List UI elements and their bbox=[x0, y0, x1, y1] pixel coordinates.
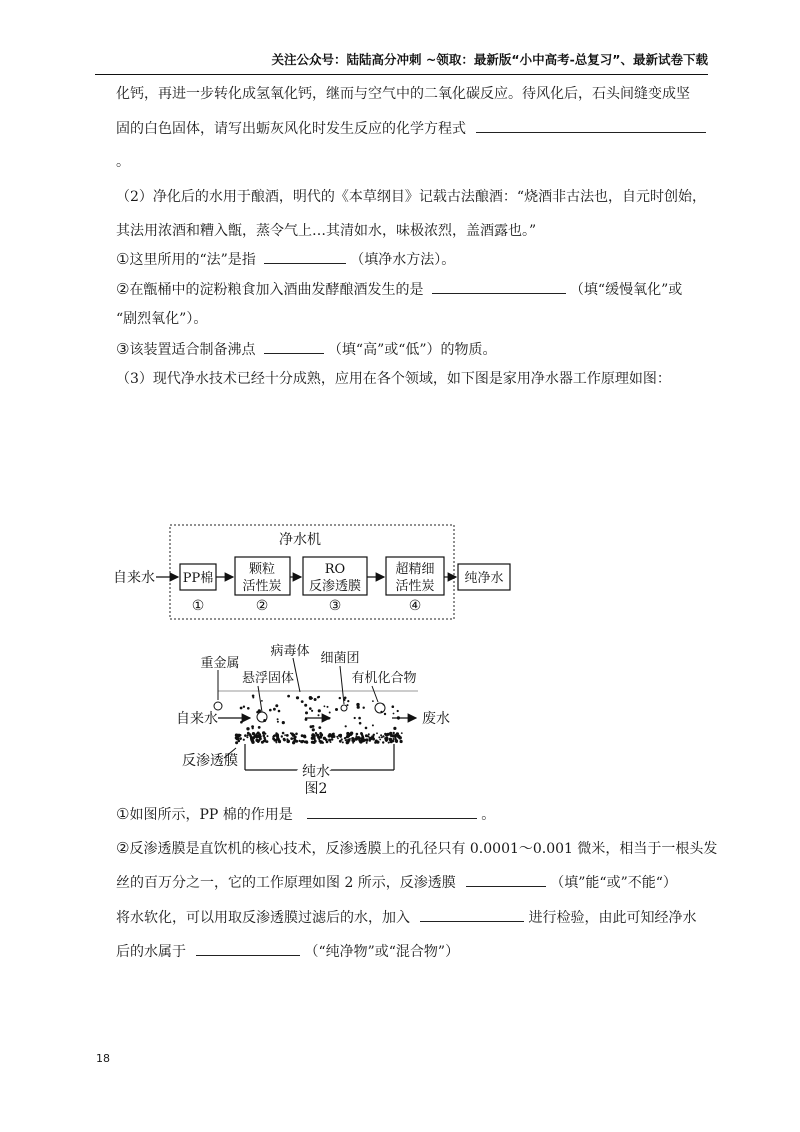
question-text: 丝的百万分之一，它的工作原理如图 2 所示，反渗透膜 bbox=[116, 875, 456, 891]
question-2-line: 其法用浓酒和糟入甑，蒸令气上…其清如水，味极浓烈，盖酒露也。” bbox=[116, 223, 537, 239]
membrane-grain bbox=[378, 736, 380, 738]
membrane-grain bbox=[366, 742, 368, 744]
membrane-grain bbox=[281, 735, 283, 737]
purifier-flow-diagram bbox=[113, 525, 510, 619]
membrane-grain bbox=[390, 740, 393, 743]
particle-dot bbox=[240, 721, 243, 724]
membrane-grain bbox=[365, 738, 368, 741]
membrane-grain bbox=[293, 737, 295, 739]
membrane-grain bbox=[331, 738, 334, 741]
membrane-grain bbox=[398, 737, 400, 739]
membrane-grain bbox=[306, 741, 309, 744]
particle-dot bbox=[357, 706, 360, 709]
pp-cotton-function-blank[interactable] bbox=[307, 804, 477, 819]
particle-dot bbox=[309, 696, 312, 699]
machine-label: 净水机 bbox=[279, 532, 321, 548]
pointer-line bbox=[258, 686, 262, 712]
membrane-grain bbox=[356, 733, 359, 736]
membrane-grain bbox=[372, 738, 375, 741]
particle-dot bbox=[384, 713, 386, 715]
membrane-grain bbox=[259, 737, 262, 740]
particle-dot bbox=[372, 700, 374, 702]
particle-dot bbox=[314, 698, 317, 701]
circled-number: ② bbox=[116, 839, 130, 857]
membrane-grain bbox=[282, 732, 285, 735]
membrane-grain bbox=[368, 733, 370, 735]
membrane-grain bbox=[352, 739, 355, 742]
question-text: （填净水方法）。 bbox=[350, 252, 456, 268]
membrane-grain bbox=[275, 741, 277, 743]
figure-caption: 图2 bbox=[304, 781, 328, 797]
membrane-grain bbox=[342, 741, 344, 743]
question-3b-line bbox=[116, 941, 459, 962]
pointer-line bbox=[293, 658, 300, 692]
membrane-grain bbox=[385, 733, 388, 736]
membrane-grain bbox=[358, 739, 360, 741]
question-text: 该装置适合制备沸点 bbox=[129, 342, 256, 358]
particle-dot bbox=[252, 697, 254, 699]
particle-dot bbox=[311, 710, 313, 712]
particle-dot bbox=[277, 721, 279, 723]
membrane-grain bbox=[263, 737, 266, 740]
particle-dot bbox=[363, 707, 365, 709]
reverse-osmosis-diagram bbox=[176, 643, 450, 797]
particle-dot bbox=[339, 697, 341, 699]
particle-dot bbox=[277, 718, 279, 720]
membrane-grain bbox=[393, 732, 395, 734]
particle-dot bbox=[397, 710, 399, 712]
membrane-grain bbox=[376, 741, 379, 744]
question-3b bbox=[116, 838, 717, 859]
waste-water-label: 废水 bbox=[422, 711, 450, 727]
particle-dot bbox=[345, 725, 347, 727]
circled-number: ③ bbox=[116, 340, 130, 358]
membrane-grain bbox=[339, 740, 342, 743]
paragraph-text: 固的白色固体，请写出蛎灰风化时发生反应的化学方程式 bbox=[116, 121, 466, 137]
input-label: 自来水 bbox=[113, 570, 155, 586]
membrane-grain bbox=[382, 741, 384, 743]
particle-dot bbox=[273, 708, 276, 711]
membrane-grain bbox=[328, 733, 331, 736]
question-text: 。 bbox=[481, 807, 496, 823]
membrane-grain bbox=[257, 741, 259, 743]
particle-dot bbox=[310, 725, 313, 728]
particle-dot bbox=[305, 711, 308, 714]
pointer-line bbox=[372, 686, 378, 702]
particle-dots bbox=[240, 695, 400, 732]
question-3b-line bbox=[116, 907, 696, 928]
membrane-grain bbox=[320, 733, 323, 736]
membrane-grain bbox=[299, 740, 301, 742]
particle-dot bbox=[282, 721, 285, 724]
particle-dot bbox=[275, 704, 278, 707]
question-text: （填“高”或“低”）的物质。 bbox=[327, 342, 497, 358]
membrane-grain bbox=[284, 734, 286, 736]
membrane-grain bbox=[244, 734, 247, 737]
question-3b-line bbox=[116, 872, 677, 893]
particle-dot bbox=[329, 712, 331, 714]
particle-dot bbox=[318, 714, 320, 716]
page-header: 关注公众号：陆陆高分冲刺 ~领取：最新版“小中高考-总复习”、最新试卷下载 bbox=[95, 50, 708, 75]
membrane-grain bbox=[393, 738, 395, 740]
question-3a bbox=[116, 804, 495, 825]
membrane-grain bbox=[369, 737, 373, 741]
box-label: PP棉 bbox=[182, 571, 214, 586]
membrane-grain bbox=[267, 735, 269, 737]
question-text: 将水软化，可以用取反渗透膜过滤后的水，加入 bbox=[116, 910, 410, 926]
membrane-grain bbox=[312, 733, 315, 736]
box-label: 活性炭 bbox=[242, 579, 282, 594]
particle-dot bbox=[335, 708, 338, 711]
membrane-grain bbox=[401, 732, 403, 734]
particle-dot bbox=[359, 722, 362, 725]
box-label: 超精细 bbox=[395, 562, 435, 577]
membrane-grain bbox=[336, 736, 338, 738]
membrane-grain bbox=[322, 742, 324, 744]
membrane-grain bbox=[326, 741, 329, 744]
organic-compound-label: 有机化合物 bbox=[351, 671, 417, 686]
particle-dot bbox=[246, 727, 249, 730]
membrane-grain bbox=[252, 736, 255, 739]
membrane-grain bbox=[316, 735, 318, 737]
circled-number: ② bbox=[116, 280, 130, 298]
membrane-grain bbox=[236, 737, 239, 740]
question-text: （“纯净物”或“混合物”） bbox=[304, 944, 460, 960]
box-number: ④ bbox=[408, 598, 422, 614]
pure-water-label: 纯水 bbox=[302, 764, 330, 780]
question-text: （填“缓慢氧化”或 bbox=[569, 282, 683, 298]
question-2b-cont: “剧烈氧化”）。 bbox=[116, 311, 208, 327]
question-text: （填”能“或”不能“） bbox=[550, 875, 677, 891]
particle-dot bbox=[354, 717, 356, 719]
softening-blank[interactable] bbox=[466, 872, 546, 887]
membrane-grain bbox=[333, 733, 335, 735]
particle-dot bbox=[243, 706, 245, 708]
question-3-line: （3）现代净水技术已经十分成熟，应用在各个领域，如下图是家用净水器工作原理如图： bbox=[116, 371, 671, 387]
particle-dot bbox=[252, 727, 254, 729]
membrane-grain bbox=[311, 741, 314, 744]
membrane-grain bbox=[253, 734, 255, 736]
bacteria-particle bbox=[341, 705, 347, 711]
box-label: 反渗透膜 bbox=[308, 579, 362, 594]
question-2-line: （2）净化后的水用于酿酒，明代的《本草纲目》记载古法酿酒：“烧酒非古法也，自元时创始， bbox=[116, 189, 707, 205]
membrane-grain bbox=[286, 740, 290, 744]
bacteria-label: 细菌团 bbox=[320, 651, 360, 666]
question-text: 如图所示，PP 棉的作用是 bbox=[129, 807, 293, 823]
membrane-grain bbox=[274, 734, 276, 736]
question-text: 在甑桶中的淀粉粮食加入酒曲发酵酿酒发生的是 bbox=[129, 282, 424, 298]
membrane-label: 反渗透膜 bbox=[182, 753, 238, 769]
membrane-grain bbox=[390, 734, 393, 737]
particle-dot bbox=[372, 724, 374, 726]
paragraph-line: 。 bbox=[116, 154, 130, 170]
substance-type-blank[interactable] bbox=[196, 941, 300, 956]
circled-number: ① bbox=[116, 805, 130, 823]
output-label: 纯净水 bbox=[464, 571, 504, 586]
particle-dot bbox=[301, 700, 304, 703]
membrane-grain bbox=[328, 739, 331, 742]
box-label: RO bbox=[324, 562, 346, 577]
membrane-grain bbox=[320, 742, 322, 744]
membrane-grain bbox=[290, 737, 293, 740]
particle-dot bbox=[278, 710, 281, 713]
particle-dot bbox=[312, 728, 315, 731]
question-text: 后的水属于 bbox=[116, 944, 186, 960]
membrane-grain bbox=[272, 737, 275, 740]
membrane-grain bbox=[240, 738, 242, 740]
particle-dot bbox=[309, 707, 312, 710]
membrane-grain bbox=[347, 739, 350, 742]
test-reagent-blank[interactable] bbox=[420, 907, 524, 922]
particle-dot bbox=[317, 696, 319, 698]
membrane-grain bbox=[345, 739, 347, 741]
membrane-grain bbox=[363, 740, 365, 742]
particle-dot bbox=[358, 717, 361, 720]
membrane-grain bbox=[283, 738, 286, 741]
particle-dot bbox=[344, 697, 347, 700]
membrane-grain bbox=[350, 732, 353, 735]
membrane-grain bbox=[295, 733, 298, 736]
particle-dot bbox=[256, 711, 258, 713]
membrane-grain bbox=[379, 739, 381, 741]
membrane-grain bbox=[235, 741, 238, 744]
membrane-grain bbox=[238, 735, 240, 737]
box-label: 活性炭 bbox=[395, 579, 435, 594]
particle-dot bbox=[393, 713, 395, 715]
page-number: 18 bbox=[96, 1052, 110, 1065]
membrane-grain bbox=[356, 736, 360, 740]
particle-dot bbox=[287, 695, 290, 698]
question-text: 反渗透膜是直饮机的核心技术，反渗透膜上的孔径只有 0.0001～0.001 微米，相当于一根头发 bbox=[129, 841, 718, 857]
particle-dot bbox=[304, 704, 307, 707]
particle-dot bbox=[240, 707, 243, 710]
membrane-grain bbox=[381, 736, 383, 738]
membrane-grain bbox=[376, 732, 378, 734]
membrane-grain bbox=[302, 740, 305, 743]
particle-dot bbox=[365, 727, 368, 730]
membrane-grain bbox=[388, 742, 390, 744]
paragraph-line: 化钙，再进一步转化成氢氧化钙，继而与空气中的二氧化碳反应。待风化后，石头间缝变成坚 bbox=[116, 86, 690, 102]
membrane-grain bbox=[339, 734, 342, 737]
membrane-grain bbox=[246, 736, 248, 738]
membrane-grain bbox=[347, 734, 350, 737]
box-number: ① bbox=[191, 598, 205, 614]
heavy-metal-label: 重金属 bbox=[200, 656, 240, 671]
membrane-grain bbox=[255, 733, 257, 735]
membrane-layer bbox=[235, 731, 403, 744]
membrane-grain bbox=[293, 740, 296, 743]
particle-dot bbox=[318, 726, 321, 729]
particle-dot bbox=[327, 706, 329, 708]
membrane-grain bbox=[247, 732, 250, 735]
particle-dot bbox=[324, 705, 326, 707]
membrane-grain bbox=[278, 740, 281, 743]
particle-dot bbox=[380, 711, 382, 713]
membrane-grain bbox=[360, 733, 362, 735]
membrane-grain bbox=[385, 737, 388, 740]
membrane-grain bbox=[314, 740, 317, 743]
box-number: ③ bbox=[328, 598, 342, 614]
membrane-grain bbox=[258, 734, 261, 737]
particle-dot bbox=[343, 699, 345, 701]
heavy-metal-particle bbox=[214, 702, 222, 710]
membrane-grain bbox=[303, 735, 306, 738]
particle-dot bbox=[393, 727, 396, 730]
membrane-grain bbox=[385, 740, 387, 742]
question-text: 进行检验，由此可知经净水 bbox=[528, 910, 697, 926]
particle-dot bbox=[383, 704, 385, 706]
membrane-grain bbox=[286, 734, 289, 737]
suspended-solid-label: 悬浮固体 bbox=[241, 671, 295, 686]
membrane-grain bbox=[276, 733, 279, 736]
membrane-grain bbox=[251, 741, 254, 744]
membrane-grain bbox=[396, 741, 398, 743]
membrane-grain bbox=[344, 737, 346, 739]
membrane-grain bbox=[243, 739, 245, 741]
particle-dot bbox=[392, 705, 395, 708]
membrane-grain bbox=[400, 740, 403, 743]
membrane-grain bbox=[264, 733, 266, 735]
particle-dot bbox=[347, 700, 349, 702]
particle-dot bbox=[263, 719, 266, 722]
membrane-grain bbox=[295, 740, 298, 743]
box-number: ② bbox=[255, 598, 269, 614]
question-text: 这里所用的“法”是指 bbox=[129, 252, 256, 268]
membrane-grain bbox=[247, 734, 249, 736]
membrane-grain bbox=[365, 734, 368, 737]
particle-dot bbox=[296, 696, 299, 699]
particle-dot bbox=[247, 707, 250, 710]
box-label: 颗粒 bbox=[248, 562, 276, 577]
particle-dot bbox=[269, 709, 272, 712]
virus-label: 病毒体 bbox=[270, 644, 310, 659]
circled-number: ① bbox=[116, 250, 130, 268]
membrane-grain bbox=[380, 734, 382, 736]
particle-dot bbox=[347, 704, 349, 706]
tap-water-label: 自来水 bbox=[176, 711, 218, 727]
membrane-grain bbox=[301, 734, 304, 737]
membrane-grain bbox=[361, 736, 364, 739]
membrane-grain bbox=[293, 734, 295, 736]
membrane-grain bbox=[315, 732, 317, 734]
membrane-grain bbox=[266, 740, 269, 743]
particle-dot bbox=[258, 726, 261, 729]
particle-dot bbox=[261, 700, 263, 702]
particle-dot bbox=[318, 709, 321, 712]
membrane-grain bbox=[337, 738, 339, 740]
